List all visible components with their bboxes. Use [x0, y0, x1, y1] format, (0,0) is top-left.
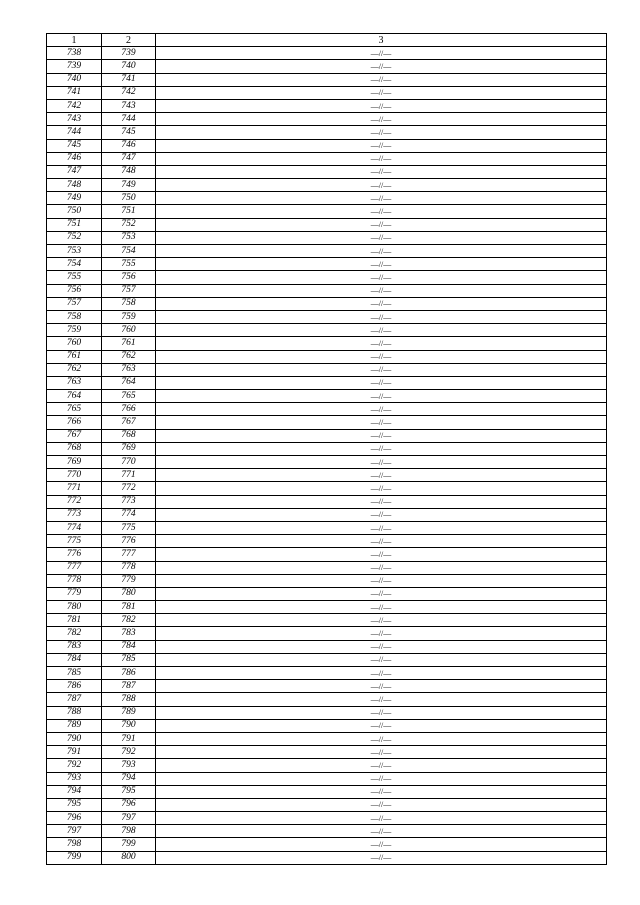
- table-cell-col-3: —//—: [156, 284, 607, 297]
- table-row: [47, 416, 607, 429]
- table-cell-col-1: 741: [47, 86, 102, 99]
- table-cell-col-3: —//—: [156, 732, 607, 745]
- table-cell-col-2: 770: [102, 456, 156, 469]
- table-cell-col-2: 785: [102, 653, 156, 666]
- table-cell-col-3: —//—: [156, 495, 607, 508]
- table-cell-col-2: 740: [102, 60, 156, 73]
- table-row: [47, 113, 607, 126]
- table-cell-col-1: 791: [47, 746, 102, 759]
- table-cell-col-1: 755: [47, 271, 102, 284]
- table-row: [47, 324, 607, 337]
- table-cell-col-1: 748: [47, 179, 102, 192]
- table-cell-col-1: 742: [47, 99, 102, 112]
- table-cell-col-1: 751: [47, 218, 102, 231]
- table-row: [47, 363, 607, 376]
- table-cell-col-2: 769: [102, 442, 156, 455]
- table-cell-col-2: 741: [102, 73, 156, 86]
- table-cell-col-1: 763: [47, 376, 102, 389]
- table-cell-col-2: 778: [102, 561, 156, 574]
- table-cell-col-1: 777: [47, 561, 102, 574]
- table-cell-col-2: 756: [102, 271, 156, 284]
- table-cell-col-1: 754: [47, 258, 102, 271]
- table-cell-col-1: 778: [47, 574, 102, 587]
- table-cell-col-1: 797: [47, 825, 102, 838]
- table-cell-col-1: 770: [47, 469, 102, 482]
- table-cell-col-3: —//—: [156, 271, 607, 284]
- table-cell-col-1: 767: [47, 429, 102, 442]
- table-cell-col-2: 751: [102, 205, 156, 218]
- table-cell-col-2: 746: [102, 139, 156, 152]
- table-cell-col-3: —//—: [156, 812, 607, 825]
- table-cell-col-3: —//—: [156, 165, 607, 178]
- table-header: [47, 34, 607, 47]
- table-cell-col-2: 750: [102, 192, 156, 205]
- table-cell-col-2: 780: [102, 587, 156, 600]
- table-row: [47, 587, 607, 600]
- table-cell-col-3: —//—: [156, 390, 607, 403]
- table-row: [47, 798, 607, 811]
- table-cell-col-1: 744: [47, 126, 102, 139]
- table-cell-col-1: 775: [47, 535, 102, 548]
- table-row: [47, 60, 607, 73]
- table-cell-col-3: —//—: [156, 785, 607, 798]
- table-cell-col-2: 768: [102, 429, 156, 442]
- table-cell-col-2: 784: [102, 640, 156, 653]
- table-row: [47, 693, 607, 706]
- table-cell-col-3: —//—: [156, 429, 607, 442]
- table-row: [47, 561, 607, 574]
- table-row: [47, 258, 607, 271]
- table-cell-col-1: 769: [47, 456, 102, 469]
- table-cell-col-1: 743: [47, 113, 102, 126]
- table-row: [47, 746, 607, 759]
- table-cell-col-3: —//—: [156, 746, 607, 759]
- table-cell-col-2: 754: [102, 245, 156, 258]
- table-row: [47, 521, 607, 534]
- table-cell-col-2: 744: [102, 113, 156, 126]
- table-cell-col-2: 781: [102, 601, 156, 614]
- table-row: [47, 719, 607, 732]
- table-row: [47, 482, 607, 495]
- table-cell-col-3: —//—: [156, 363, 607, 376]
- table-row: [47, 86, 607, 99]
- table-cell-col-3: —//—: [156, 73, 607, 86]
- table-row: [47, 179, 607, 192]
- table-row: [47, 297, 607, 310]
- table-row: [47, 403, 607, 416]
- table-cell-col-2: 742: [102, 86, 156, 99]
- table-cell-col-1: 750: [47, 205, 102, 218]
- table-cell-col-1: 758: [47, 310, 102, 323]
- table-cell-col-3: —//—: [156, 310, 607, 323]
- table-cell-col-1: 738: [47, 47, 102, 60]
- table-cell-col-1: 780: [47, 601, 102, 614]
- table-cell-col-2: 748: [102, 165, 156, 178]
- table-cell-col-3: —//—: [156, 469, 607, 482]
- table-cell-col-1: 787: [47, 693, 102, 706]
- table-row: [47, 139, 607, 152]
- table-cell-col-3: —//—: [156, 403, 607, 416]
- table-cell-col-1: 752: [47, 231, 102, 244]
- table-cell-col-3: —//—: [156, 825, 607, 838]
- table-cell-col-3: —//—: [156, 719, 607, 732]
- table-row: [47, 812, 607, 825]
- table-cell-col-3: —//—: [156, 772, 607, 785]
- table-cell-col-1: 792: [47, 759, 102, 772]
- table-cell-col-3: —//—: [156, 798, 607, 811]
- table-body: [47, 47, 607, 865]
- table-cell-col-2: 795: [102, 785, 156, 798]
- table-cell-col-1: 784: [47, 653, 102, 666]
- table-cell-col-2: 794: [102, 772, 156, 785]
- table-cell-col-3: —//—: [156, 47, 607, 60]
- table-cell-col-2: 798: [102, 825, 156, 838]
- table-cell-col-3: —//—: [156, 521, 607, 534]
- table-row: [47, 495, 607, 508]
- table-cell-col-3: —//—: [156, 601, 607, 614]
- table-cell-col-2: 747: [102, 152, 156, 165]
- table-cell-col-2: 788: [102, 693, 156, 706]
- table-row: [47, 667, 607, 680]
- table-cell-col-3: —//—: [156, 640, 607, 653]
- table-cell-col-3: —//—: [156, 561, 607, 574]
- table-cell-col-1: 757: [47, 297, 102, 310]
- table-cell-col-2: 763: [102, 363, 156, 376]
- table-cell-col-1: 774: [47, 521, 102, 534]
- table-cell-col-2: 791: [102, 732, 156, 745]
- table-row: [47, 284, 607, 297]
- table-cell-col-1: 783: [47, 640, 102, 653]
- table-cell-col-3: —//—: [156, 759, 607, 772]
- table-cell-col-2: 777: [102, 548, 156, 561]
- table-cell-col-2: 772: [102, 482, 156, 495]
- table-cell-col-3: —//—: [156, 627, 607, 640]
- table-cell-col-3: —//—: [156, 548, 607, 561]
- table-cell-col-3: —//—: [156, 442, 607, 455]
- table-row: [47, 772, 607, 785]
- table-row: [47, 574, 607, 587]
- table-cell-col-3: —//—: [156, 99, 607, 112]
- table-cell-col-2: 787: [102, 680, 156, 693]
- table-cell-col-2: 789: [102, 706, 156, 719]
- table-cell-col-3: —//—: [156, 508, 607, 521]
- table-cell-col-2: 775: [102, 521, 156, 534]
- table-cell-col-1: 794: [47, 785, 102, 798]
- table-cell-col-2: 757: [102, 284, 156, 297]
- table-row: [47, 456, 607, 469]
- table-row: [47, 706, 607, 719]
- table-cell-col-1: 771: [47, 482, 102, 495]
- table-row: [47, 218, 607, 231]
- table-cell-col-3: —//—: [156, 205, 607, 218]
- table-cell-col-2: 771: [102, 469, 156, 482]
- table-cell-col-3: —//—: [156, 416, 607, 429]
- table-cell-col-2: 786: [102, 667, 156, 680]
- table-row: [47, 47, 607, 60]
- table-cell-col-1: 753: [47, 245, 102, 258]
- table-cell-col-3: —//—: [156, 456, 607, 469]
- table-cell-col-2: 779: [102, 574, 156, 587]
- table-cell-col-3: —//—: [156, 60, 607, 73]
- header-row: [47, 34, 607, 47]
- table-cell-col-2: 745: [102, 126, 156, 139]
- table-cell-col-3: —//—: [156, 667, 607, 680]
- table-row: [47, 548, 607, 561]
- table-row: [47, 825, 607, 838]
- table-cell-col-3: —//—: [156, 653, 607, 666]
- header-col-1: 1: [47, 34, 102, 47]
- table-row: [47, 442, 607, 455]
- header-col-3: 3: [156, 34, 607, 47]
- table-cell-col-1: 762: [47, 363, 102, 376]
- table-cell-col-1: 793: [47, 772, 102, 785]
- table-cell-col-2: 749: [102, 179, 156, 192]
- table-cell-col-1: 766: [47, 416, 102, 429]
- table-cell-col-2: 782: [102, 614, 156, 627]
- data-table: [46, 33, 607, 865]
- table-cell-col-2: 800: [102, 851, 156, 864]
- table-cell-col-3: —//—: [156, 152, 607, 165]
- table-cell-col-1: 746: [47, 152, 102, 165]
- table-cell-col-3: —//—: [156, 350, 607, 363]
- table-cell-col-2: 759: [102, 310, 156, 323]
- table-cell-col-1: 740: [47, 73, 102, 86]
- table-cell-col-3: —//—: [156, 680, 607, 693]
- table-row: [47, 653, 607, 666]
- table-cell-col-2: 774: [102, 508, 156, 521]
- table-row: [47, 376, 607, 389]
- table-cell-col-3: —//—: [156, 218, 607, 231]
- table-cell-col-1: 790: [47, 732, 102, 745]
- table-row: [47, 165, 607, 178]
- table-row: [47, 535, 607, 548]
- table-cell-col-1: 760: [47, 337, 102, 350]
- table-cell-col-2: 776: [102, 535, 156, 548]
- table-cell-col-1: 781: [47, 614, 102, 627]
- table-cell-col-3: —//—: [156, 851, 607, 864]
- table-row: [47, 99, 607, 112]
- table-cell-col-1: 782: [47, 627, 102, 640]
- table-cell-col-3: —//—: [156, 324, 607, 337]
- table-row: [47, 231, 607, 244]
- table-cell-col-3: —//—: [156, 838, 607, 851]
- table-cell-col-1: 759: [47, 324, 102, 337]
- table-cell-col-2: 758: [102, 297, 156, 310]
- table-cell-col-3: —//—: [156, 706, 607, 719]
- table-cell-col-1: 779: [47, 587, 102, 600]
- table-row: [47, 627, 607, 640]
- table-cell-col-2: 760: [102, 324, 156, 337]
- table-row: [47, 205, 607, 218]
- table-cell-col-3: —//—: [156, 245, 607, 258]
- table-cell-col-2: 796: [102, 798, 156, 811]
- table-cell-col-2: 765: [102, 390, 156, 403]
- table-cell-col-2: 752: [102, 218, 156, 231]
- table-cell-col-1: 761: [47, 350, 102, 363]
- table-cell-col-2: 790: [102, 719, 156, 732]
- table-row: [47, 245, 607, 258]
- table-cell-col-3: —//—: [156, 337, 607, 350]
- table-cell-col-1: 765: [47, 403, 102, 416]
- table-cell-col-3: —//—: [156, 126, 607, 139]
- table-cell-col-1: 764: [47, 390, 102, 403]
- table-cell-col-3: —//—: [156, 258, 607, 271]
- table-cell-col-2: 792: [102, 746, 156, 759]
- table-cell-col-3: —//—: [156, 231, 607, 244]
- table-row: [47, 785, 607, 798]
- table-row: [47, 337, 607, 350]
- table-cell-col-1: 795: [47, 798, 102, 811]
- table-cell-col-3: —//—: [156, 179, 607, 192]
- table-row: [47, 469, 607, 482]
- table-cell-col-1: 798: [47, 838, 102, 851]
- table-row: [47, 429, 607, 442]
- table-row: [47, 838, 607, 851]
- table-cell-col-2: 799: [102, 838, 156, 851]
- table-cell-col-1: 749: [47, 192, 102, 205]
- table-cell-col-3: —//—: [156, 86, 607, 99]
- table-cell-col-1: 745: [47, 139, 102, 152]
- table-row: [47, 508, 607, 521]
- table-cell-col-2: 773: [102, 495, 156, 508]
- table-cell-col-3: —//—: [156, 113, 607, 126]
- table-cell-col-2: 743: [102, 99, 156, 112]
- table-cell-col-3: —//—: [156, 139, 607, 152]
- table-cell-col-2: 783: [102, 627, 156, 640]
- table-cell-col-1: 776: [47, 548, 102, 561]
- header-col-2: 2: [102, 34, 156, 47]
- table-cell-col-1: 768: [47, 442, 102, 455]
- table-cell-col-2: 767: [102, 416, 156, 429]
- table-cell-col-2: 761: [102, 337, 156, 350]
- table-cell-col-3: —//—: [156, 535, 607, 548]
- table-cell-col-1: 739: [47, 60, 102, 73]
- table-cell-col-3: —//—: [156, 482, 607, 495]
- table-row: [47, 732, 607, 745]
- table-cell-col-2: 764: [102, 376, 156, 389]
- table-cell-col-3: —//—: [156, 614, 607, 627]
- table-row: [47, 759, 607, 772]
- table-cell-col-1: 799: [47, 851, 102, 864]
- table-row: [47, 310, 607, 323]
- table-row: [47, 390, 607, 403]
- table-cell-col-1: 785: [47, 667, 102, 680]
- table-row: [47, 851, 607, 864]
- table-cell-col-1: 773: [47, 508, 102, 521]
- table-row: [47, 614, 607, 627]
- table-cell-col-2: 755: [102, 258, 156, 271]
- table-row: [47, 640, 607, 653]
- table-row: [47, 126, 607, 139]
- table-cell-col-2: 753: [102, 231, 156, 244]
- table-cell-col-3: —//—: [156, 587, 607, 600]
- table-cell-col-1: 788: [47, 706, 102, 719]
- table-row: [47, 152, 607, 165]
- table-cell-col-1: 756: [47, 284, 102, 297]
- table-cell-col-3: —//—: [156, 297, 607, 310]
- table-row: [47, 73, 607, 86]
- table-cell-col-3: —//—: [156, 574, 607, 587]
- table-row: [47, 601, 607, 614]
- table-row: [47, 680, 607, 693]
- table-cell-col-2: 762: [102, 350, 156, 363]
- table-cell-col-2: 739: [102, 47, 156, 60]
- table-cell-col-1: 786: [47, 680, 102, 693]
- table-row: [47, 192, 607, 205]
- table-cell-col-1: 796: [47, 812, 102, 825]
- table-cell-col-3: —//—: [156, 693, 607, 706]
- table-cell-col-3: —//—: [156, 192, 607, 205]
- table-cell-col-2: 797: [102, 812, 156, 825]
- table-cell-col-1: 772: [47, 495, 102, 508]
- table-cell-col-2: 793: [102, 759, 156, 772]
- table-row: [47, 350, 607, 363]
- table-cell-col-1: 789: [47, 719, 102, 732]
- table-cell-col-3: —//—: [156, 376, 607, 389]
- table-cell-col-1: 747: [47, 165, 102, 178]
- table-cell-col-2: 766: [102, 403, 156, 416]
- table-row: [47, 271, 607, 284]
